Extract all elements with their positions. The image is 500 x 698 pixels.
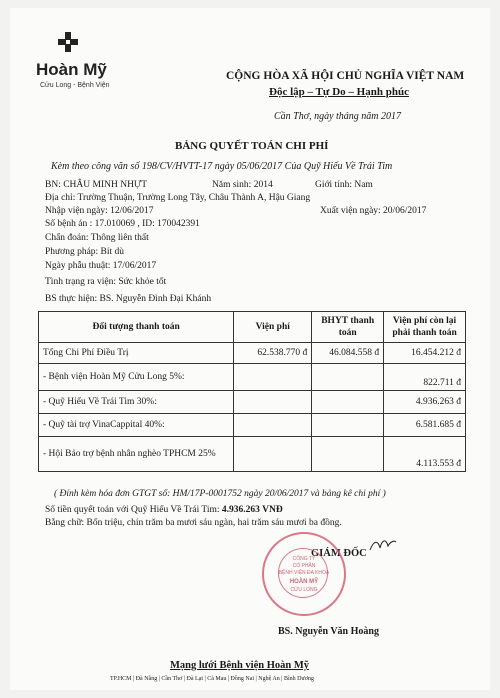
table-row xyxy=(39,364,466,391)
stamp-line: CỔ PHẦN xyxy=(292,563,316,569)
table-cell: 62.538.770 đ xyxy=(234,343,312,364)
table-cell xyxy=(234,391,312,414)
table-cell: - Hội Bảo trợ bệnh nhân nghèo TPHCM 25% xyxy=(39,437,234,472)
table-row xyxy=(39,437,466,472)
stamp-line: BỆNH VIỆN ĐA KHOA xyxy=(278,570,330,576)
table-row xyxy=(39,343,466,364)
table-row xyxy=(39,414,466,437)
table-cell: 46.084.558 đ xyxy=(312,343,384,364)
record-number: Số bệnh án : 17.010069 , ID: 170042391 xyxy=(45,219,200,229)
amount-label: Số tiền quyết toán với Quỹ Hiếu Về Trái Tim: xyxy=(45,505,222,515)
logo-name: Hoàn Mỹ xyxy=(36,60,107,79)
table-header-row xyxy=(39,312,466,343)
table-cell: - Bệnh viện Hoàn Mỹ Cửu Long 5%: xyxy=(39,364,234,391)
table-cell: Tổng Chi Phí Điều Trị xyxy=(39,343,234,364)
settlement-amount xyxy=(45,505,283,515)
document-date: Cần Thơ, ngày tháng năm 2017 xyxy=(274,111,402,122)
method: Phương pháp: Bít dù xyxy=(45,247,125,257)
table-cell xyxy=(312,414,384,437)
patient-gender: Giới tính: Nam xyxy=(315,180,373,190)
table-cell: - Quỹ tài trợ VinaCappital 40%: xyxy=(39,414,234,437)
director-name: BS. Nguyễn Văn Hoàng xyxy=(278,626,379,637)
diagnosis: Chẩn đoán: Thông liên thất xyxy=(45,233,149,243)
table-cell: 6.581.685 đ xyxy=(384,414,466,437)
table-cell xyxy=(234,364,312,391)
table-cell xyxy=(312,364,384,391)
national-title: CỘNG HÒA XÃ HỘI CHỦ NGHĨA VIỆT NAM xyxy=(226,70,465,82)
director-title: GIÁM ĐỐC xyxy=(311,548,367,559)
document-subtitle: Kèm theo công văn số 198/CV/HVTT-17 ngày 05/06/2017 Của Quỹ Hiếu Về Trái Tim xyxy=(51,161,393,172)
table-header: Đối tượng thanh toán xyxy=(39,312,234,343)
table-cell xyxy=(234,437,312,472)
document-title: BẢNG QUYẾT TOÁN CHI PHÍ xyxy=(175,140,329,152)
table-cell: 16.454.212 đ xyxy=(384,343,466,364)
amount-value: 4.936.263 VNĐ xyxy=(221,505,283,515)
table-header: Viện phí còn lại phải thanh toán xyxy=(384,312,466,343)
stamp-line: CỬU LONG xyxy=(290,587,318,593)
table-header: Viện phí xyxy=(234,312,312,343)
amount-in-words: Bằng chữ: Bốn triệu, chín trăm ba mươi sáu ngàn, hai trăm sáu mươi ba đồng. xyxy=(45,518,342,528)
table-cell xyxy=(234,414,312,437)
surgery-date: Ngày phẫu thuật: 17/06/2017 xyxy=(45,261,157,271)
admit-date: Nhập viện ngày: 12/06/2017 xyxy=(45,206,154,216)
attachment-note: ( Đính kèm hóa đơn GTGT số: HM/17P-0001752 ngày 20/06/2017 và bảng kê chi phí ) xyxy=(54,489,386,499)
discharge-date: Xuất viện ngày: 20/06/2017 xyxy=(320,206,427,216)
doctor: BS thực hiện: BS. Nguyễn Đình Đại Khánh xyxy=(45,294,212,304)
table-cell: 822.711 đ xyxy=(384,364,466,391)
national-motto: Độc lập – Tự Do – Hạnh phúc xyxy=(269,86,409,98)
footer-sites: TP.HCM | Đà Nẵng | Cần Thơ | Đà Lạt | Cà Mau | Đồng Nai | Nghệ An | Bình Dương xyxy=(110,676,314,682)
table-row xyxy=(39,391,466,414)
table-cell: 4.113.553 đ xyxy=(384,437,466,472)
patient-name: BN: CHÂU MINH NHỰT xyxy=(45,180,148,190)
table-header: BHYT thanh toán xyxy=(312,312,384,343)
signature-scribble-icon xyxy=(368,536,398,554)
patient-birth: Năm sinh: 2014 xyxy=(212,180,273,190)
table-cell: - Quỹ Hiếu Về Trái Tim 30%: xyxy=(39,391,234,414)
logo-subtitle: Cửu Long - Bệnh Viện xyxy=(40,82,110,89)
cross-icon xyxy=(58,32,78,52)
table-cell: 4.936.263 đ xyxy=(384,391,466,414)
patient-address: Địa chỉ: Trường Thuận, Trường Long Tây, Châu Thành A, Hậu Giang xyxy=(45,193,311,203)
official-stamp xyxy=(262,532,346,616)
footer-title: Mạng lưới Bệnh viện Hoàn Mỹ xyxy=(170,660,310,671)
stamp-line: CÔNG TY xyxy=(292,556,316,562)
table-cell xyxy=(312,391,384,414)
table-cell xyxy=(312,437,384,472)
stamp-line: HOÀN MỸ xyxy=(289,579,319,585)
cost-table xyxy=(38,311,466,472)
discharge-status: Tình trạng ra viện: Sức khỏe tốt xyxy=(45,277,167,287)
